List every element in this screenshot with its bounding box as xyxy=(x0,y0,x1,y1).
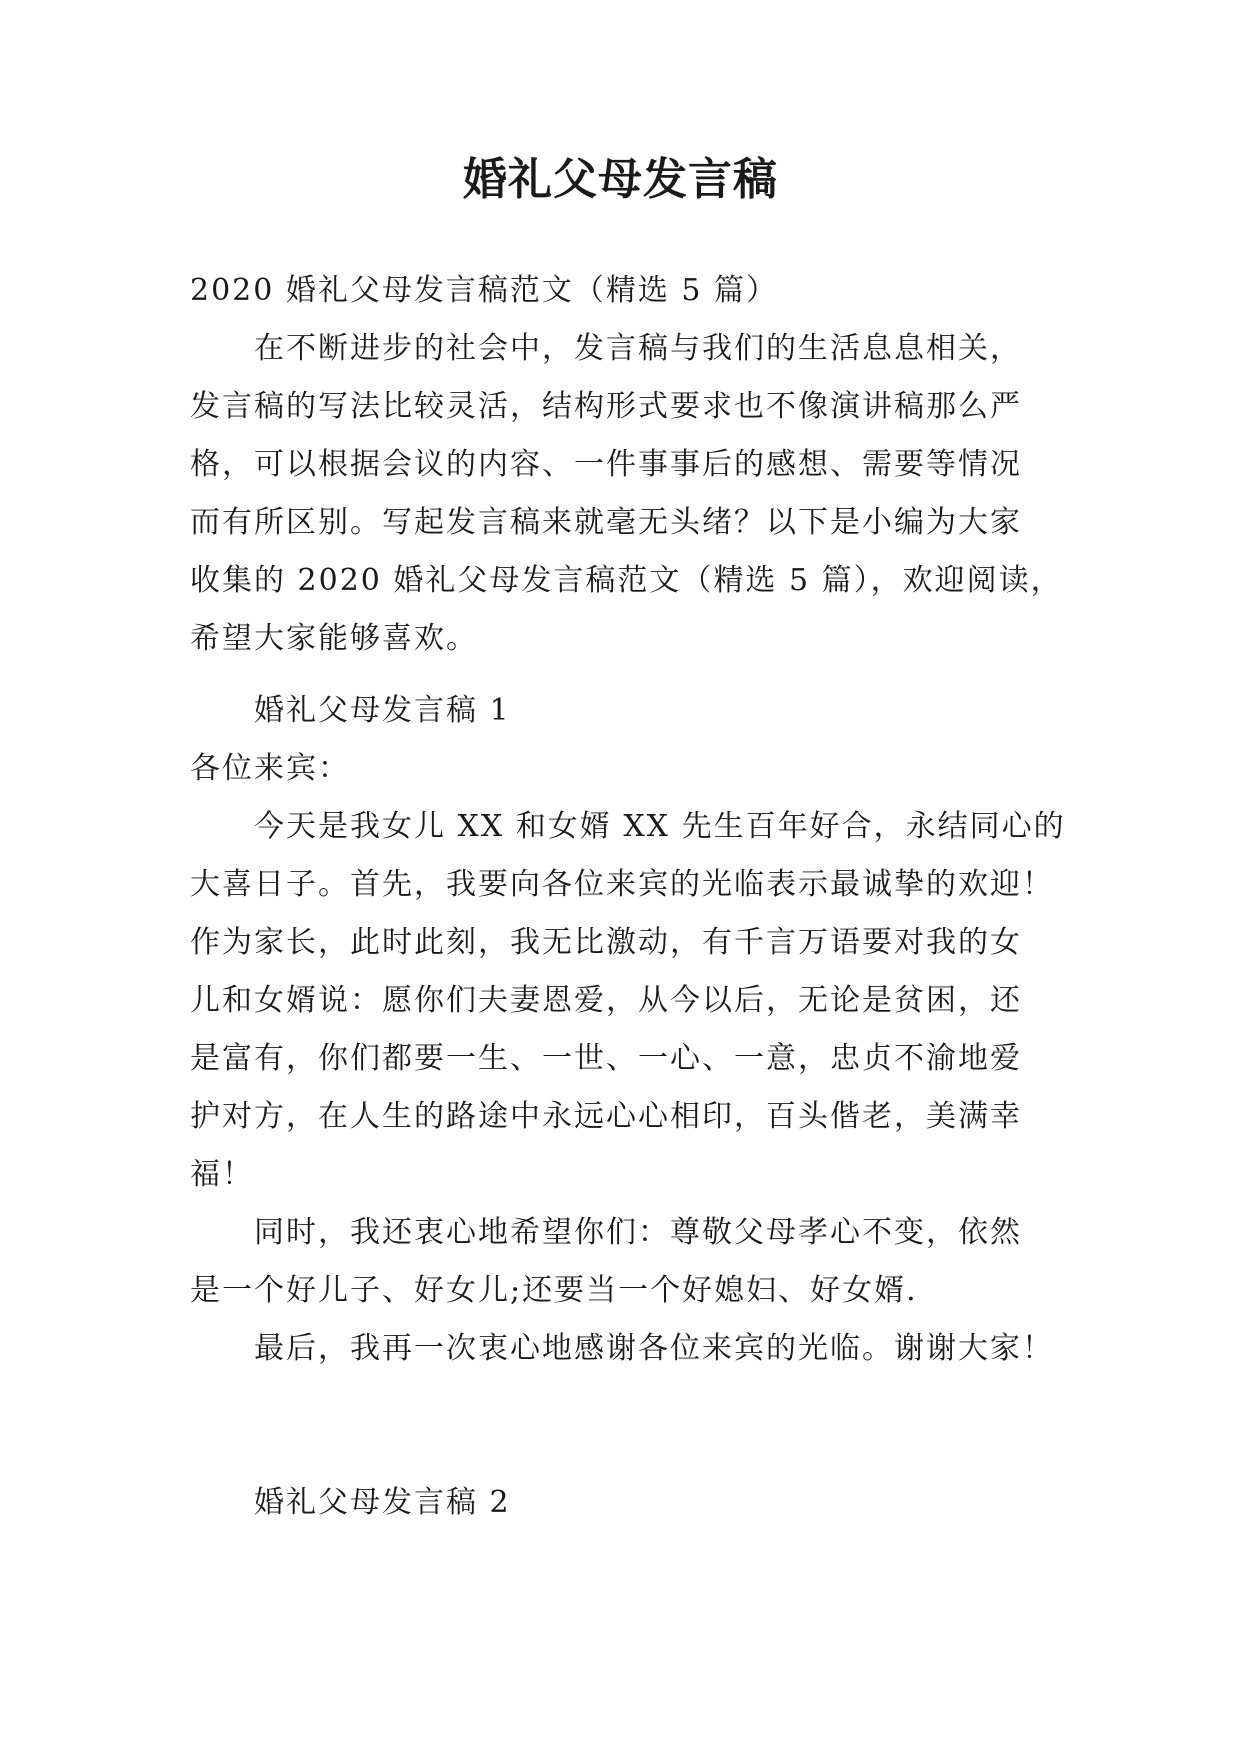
intro-paragraph xyxy=(190,320,1063,668)
intro-line: 发言稿的写法比较灵活，结构形式要求也不像演讲稿那么严 xyxy=(190,389,1022,424)
section-heading: 婚礼父母发言稿 1 xyxy=(190,693,511,728)
intro-line: 在不断进步的社会中，发言稿与我们的生活息息相关， xyxy=(190,331,1022,366)
salutation: 各位来宾： xyxy=(190,751,350,786)
section-heading: 婚礼父母发言稿 2 xyxy=(190,1485,511,1520)
document-subtitle: 2020 婚礼父母发言稿范文（精选 5 篇） xyxy=(190,273,779,308)
intro-line: 而有所区别。写起发言稿来就毫无头绪？以下是小编为大家 xyxy=(190,505,1022,540)
intro-line: 格，可以根据会议的内容、一件事事后的感想、需要等情况 xyxy=(190,447,1022,482)
paragraph-line: 护对方，在人生的路途中永远心心相印，百头偕老，美满幸 xyxy=(190,1099,1022,1134)
paragraph-line: 作为家长，此时此刻，我无比激动，有千言万语要对我的女 xyxy=(190,925,1022,960)
paragraph-line: 同时，我还衷心地希望你们：尊敬父母孝心不变，依然 xyxy=(190,1215,1022,1250)
paragraph-line: 是一个好儿子、好女儿;还要当一个好媳妇、好女婿. xyxy=(190,1273,918,1308)
paragraph-line: 福！ xyxy=(190,1157,254,1192)
subtitle-block xyxy=(190,262,1060,320)
paragraph-line: 今天是我女儿 XX 和女婿 XX 先生百年好合，永结同心的 xyxy=(190,809,1066,844)
intro-line: 收集的 2020 婚礼父母发言稿范文（精选 5 篇），欢迎阅读， xyxy=(190,563,1063,598)
paragraph-line: 最后，我再一次衷心地感谢各位来宾的光临。谢谢大家！ xyxy=(190,1331,1054,1366)
section-2 xyxy=(190,1474,1060,1532)
section-1 xyxy=(190,682,1066,1378)
paragraph-line: 儿和女婿说：愿你们夫妻恩爱，从今以后，无论是贫困，还 xyxy=(190,983,1022,1018)
paragraph-line: 是富有，你们都要一生、一世、一心、一意，忠贞不渝地爱 xyxy=(190,1041,1022,1076)
document-title: 婚礼父母发言稿 xyxy=(463,154,778,205)
paragraph-line: 大喜日子。首先，我要向各位来宾的光临表示最诚挚的欢迎！ xyxy=(190,867,1054,902)
intro-line: 希望大家能够喜欢。 xyxy=(190,621,478,656)
